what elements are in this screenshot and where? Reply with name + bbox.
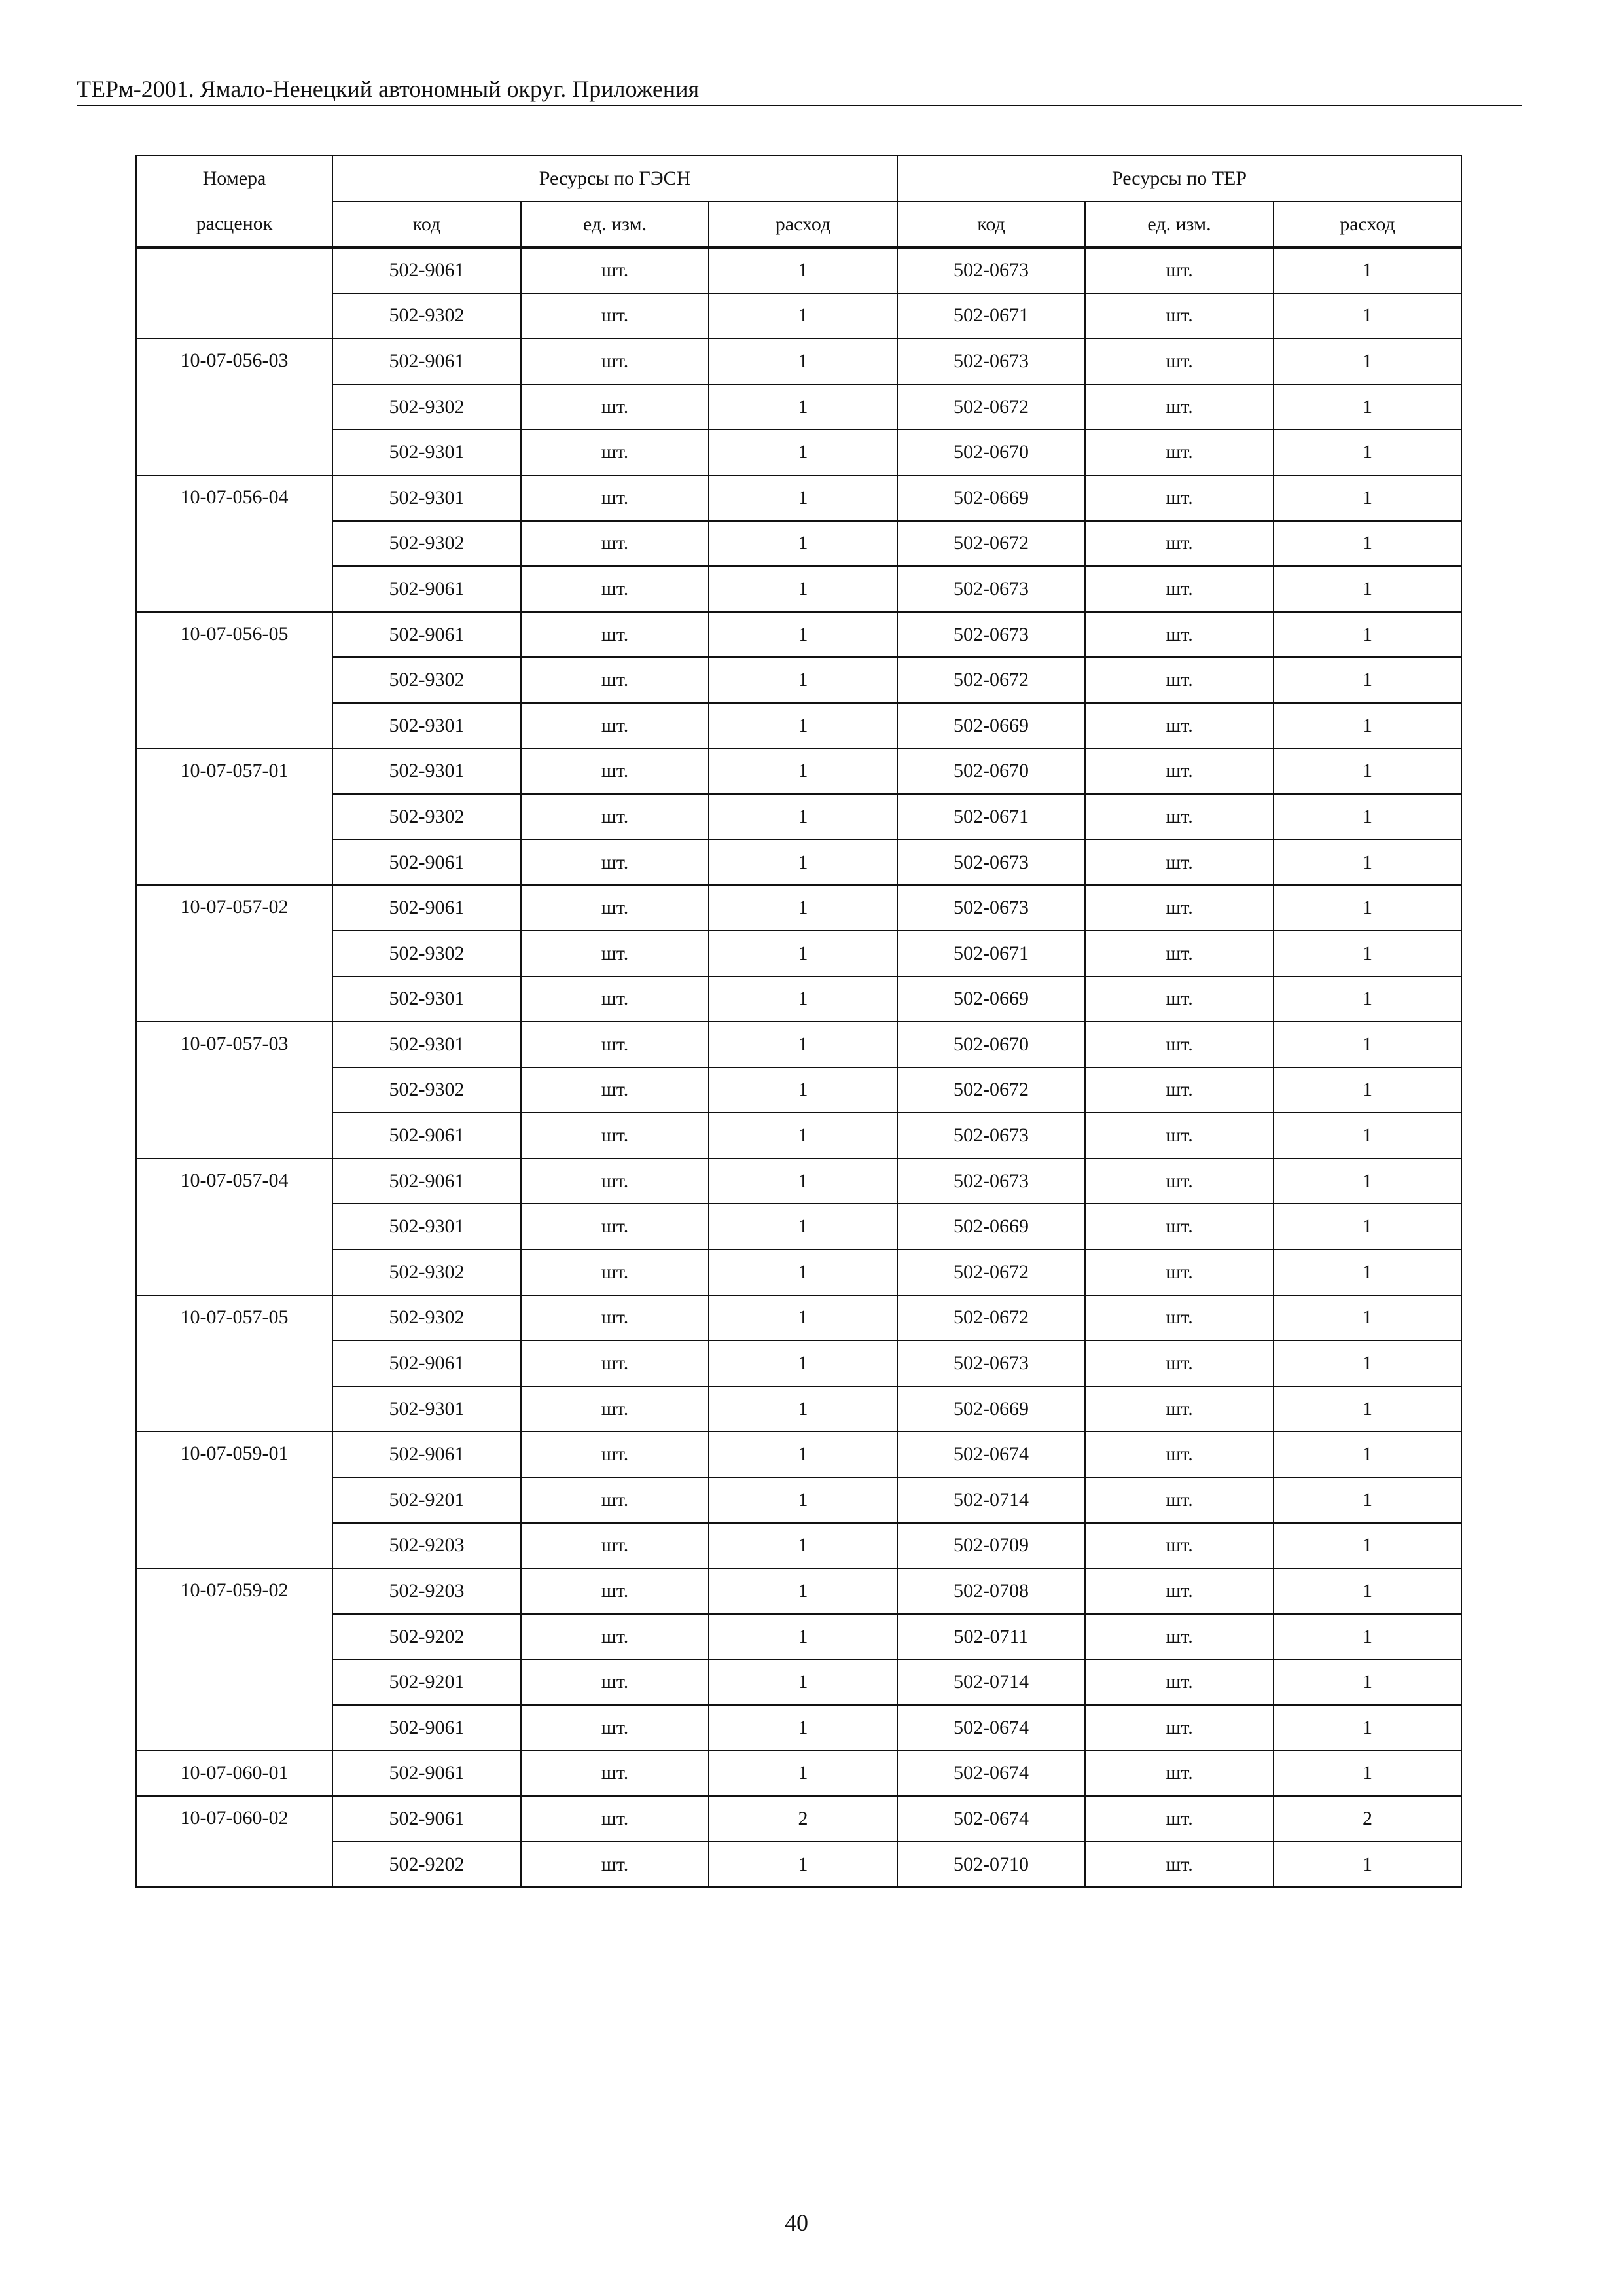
- gesn-qty-cell: 1: [709, 1204, 897, 1249]
- gesn-qty-cell: 2: [709, 1796, 897, 1842]
- gesn-qty-cell: 1: [709, 657, 897, 703]
- table-row: [136, 1340, 1461, 1386]
- gesn-code-cell: 502-9302: [332, 521, 521, 567]
- ter-code-cell: 502-0672: [897, 1249, 1085, 1295]
- ter-qty-cell: 1: [1274, 1113, 1461, 1158]
- gesn-unit-cell: шт.: [521, 338, 709, 384]
- ter-unit-cell: шт.: [1085, 1568, 1274, 1614]
- gesn-qty-cell: 1: [709, 840, 897, 886]
- ter-qty-cell: 1: [1274, 794, 1461, 840]
- ter-qty-cell: 1: [1274, 1067, 1461, 1113]
- gesn-qty-cell: 1: [709, 293, 897, 339]
- table-row: [136, 1431, 1461, 1477]
- ter-qty-cell: 1: [1274, 1751, 1461, 1797]
- table-row: [136, 1751, 1461, 1797]
- gesn-code-cell: 502-9061: [332, 1431, 521, 1477]
- table-row: [136, 1842, 1461, 1888]
- gesn-unit-cell: шт.: [521, 1796, 709, 1842]
- gesn-code-cell: 502-9061: [332, 247, 521, 293]
- ter-unit-cell: шт.: [1085, 1431, 1274, 1477]
- subheader-ter-unit: ед. изм.: [1085, 202, 1274, 247]
- ter-unit-cell: шт.: [1085, 885, 1274, 931]
- rate-number-cell: 10-07-057-04: [136, 1158, 332, 1295]
- gesn-qty-cell: 1: [709, 521, 897, 567]
- ter-unit-cell: шт.: [1085, 384, 1274, 430]
- ter-qty-cell: 2: [1274, 1796, 1461, 1842]
- gesn-code-cell: 502-9302: [332, 384, 521, 430]
- ter-code-cell: 502-0711: [897, 1614, 1085, 1660]
- gesn-code-cell: 502-9061: [332, 338, 521, 384]
- ter-code-cell: 502-0673: [897, 840, 1085, 886]
- ter-qty-cell: 1: [1274, 1568, 1461, 1614]
- gesn-unit-cell: шт.: [521, 247, 709, 293]
- gesn-unit-cell: шт.: [521, 475, 709, 521]
- rate-number-cell: 10-07-057-03: [136, 1022, 332, 1158]
- gesn-unit-cell: шт.: [521, 1113, 709, 1158]
- ter-code-cell: 502-0673: [897, 338, 1085, 384]
- gesn-code-cell: 502-9202: [332, 1842, 521, 1888]
- gesn-unit-cell: шт.: [521, 1523, 709, 1569]
- ter-code-cell: 502-0710: [897, 1842, 1085, 1888]
- gesn-unit-cell: шт.: [521, 977, 709, 1022]
- ter-qty-cell: 1: [1274, 1386, 1461, 1432]
- gesn-code-cell: 502-9301: [332, 703, 521, 749]
- gesn-qty-cell: 1: [709, 794, 897, 840]
- subheader-gesn-qty: расход: [709, 202, 897, 247]
- rate-number-cell: 10-07-059-01: [136, 1431, 332, 1568]
- ter-unit-cell: шт.: [1085, 1659, 1274, 1705]
- ter-code-cell: 502-0673: [897, 885, 1085, 931]
- rate-number-cell: [136, 247, 332, 338]
- ter-code-cell: 502-0714: [897, 1477, 1085, 1523]
- gesn-code-cell: 502-9301: [332, 1204, 521, 1249]
- ter-qty-cell: 1: [1274, 1523, 1461, 1569]
- page-number: 40: [785, 2210, 808, 2236]
- gesn-unit-cell: шт.: [521, 429, 709, 475]
- ter-qty-cell: 1: [1274, 1659, 1461, 1705]
- ter-qty-cell: 1: [1274, 1249, 1461, 1295]
- header-row-sub: [136, 202, 1461, 247]
- ter-code-cell: 502-0709: [897, 1523, 1085, 1569]
- table-header: [136, 156, 1461, 247]
- col-header-rate-numbers: [136, 156, 332, 247]
- gesn-code-cell: 502-9302: [332, 1249, 521, 1295]
- gesn-qty-cell: 1: [709, 1067, 897, 1113]
- gesn-qty-cell: 1: [709, 475, 897, 521]
- gesn-qty-cell: 1: [709, 977, 897, 1022]
- ter-unit-cell: шт.: [1085, 521, 1274, 567]
- table-row: [136, 1386, 1461, 1432]
- ter-qty-cell: 1: [1274, 566, 1461, 612]
- ter-code-cell: 502-0672: [897, 657, 1085, 703]
- ter-code-cell: 502-0669: [897, 703, 1085, 749]
- table-row: [136, 1659, 1461, 1705]
- ter-unit-cell: шт.: [1085, 794, 1274, 840]
- ter-qty-cell: 1: [1274, 293, 1461, 339]
- gesn-code-cell: 502-9061: [332, 1796, 521, 1842]
- ter-unit-cell: шт.: [1085, 1614, 1274, 1660]
- ter-code-cell: 502-0674: [897, 1431, 1085, 1477]
- ter-unit-cell: шт.: [1085, 1022, 1274, 1067]
- rate-number-cell: 10-07-056-04: [136, 475, 332, 612]
- ter-qty-cell: 1: [1274, 1614, 1461, 1660]
- gesn-code-cell: 502-9301: [332, 1022, 521, 1067]
- table-row: [136, 1705, 1461, 1751]
- ter-code-cell: 502-0673: [897, 247, 1085, 293]
- gesn-unit-cell: шт.: [521, 1249, 709, 1295]
- gesn-qty-cell: 1: [709, 1295, 897, 1341]
- table-row: [136, 885, 1461, 931]
- gesn-unit-cell: шт.: [521, 1751, 709, 1797]
- ter-unit-cell: шт.: [1085, 840, 1274, 886]
- ter-qty-cell: 1: [1274, 612, 1461, 658]
- ter-code-cell: 502-0669: [897, 1204, 1085, 1249]
- group-header-gesn: Ресурсы по ГЭСН: [332, 156, 897, 202]
- table-row: [136, 1204, 1461, 1249]
- gesn-code-cell: 502-9302: [332, 794, 521, 840]
- ter-qty-cell: 1: [1274, 657, 1461, 703]
- table-row: [136, 1568, 1461, 1614]
- group-header-ter: Ресурсы по ТЕР: [897, 156, 1461, 202]
- gesn-qty-cell: 1: [709, 566, 897, 612]
- gesn-unit-cell: шт.: [521, 1842, 709, 1888]
- gesn-qty-cell: 1: [709, 384, 897, 430]
- ter-code-cell: 502-0714: [897, 1659, 1085, 1705]
- ter-qty-cell: 1: [1274, 1431, 1461, 1477]
- ter-code-cell: 502-0674: [897, 1751, 1085, 1797]
- gesn-code-cell: 502-9301: [332, 475, 521, 521]
- gesn-code-cell: 502-9302: [332, 1295, 521, 1341]
- ter-qty-cell: 1: [1274, 931, 1461, 977]
- gesn-unit-cell: шт.: [521, 521, 709, 567]
- gesn-qty-cell: 1: [709, 1249, 897, 1295]
- gesn-unit-cell: шт.: [521, 1431, 709, 1477]
- ter-qty-cell: 1: [1274, 247, 1461, 293]
- gesn-unit-cell: шт.: [521, 1295, 709, 1341]
- ter-unit-cell: шт.: [1085, 657, 1274, 703]
- gesn-unit-cell: шт.: [521, 657, 709, 703]
- table-row: [136, 1067, 1461, 1113]
- rate-header-line2: расценок: [196, 212, 273, 234]
- rate-header-line1: Номера: [202, 168, 266, 190]
- gesn-code-cell: 502-9301: [332, 429, 521, 475]
- table-row: [136, 293, 1461, 339]
- gesn-qty-cell: 1: [709, 1431, 897, 1477]
- table-row: [136, 1158, 1461, 1204]
- ter-unit-cell: шт.: [1085, 703, 1274, 749]
- ter-qty-cell: 1: [1274, 1842, 1461, 1888]
- gesn-code-cell: 502-9061: [332, 566, 521, 612]
- gesn-qty-cell: 1: [709, 1705, 897, 1751]
- gesn-qty-cell: 1: [709, 1842, 897, 1888]
- ter-code-cell: 502-0673: [897, 566, 1085, 612]
- rate-number-cell: 10-07-057-02: [136, 885, 332, 1022]
- table-row: [136, 429, 1461, 475]
- gesn-code-cell: 502-9061: [332, 1705, 521, 1751]
- gesn-unit-cell: шт.: [521, 1340, 709, 1386]
- ter-code-cell: 502-0708: [897, 1568, 1085, 1614]
- subheader-gesn-unit: ед. изм.: [521, 202, 709, 247]
- table-body: [136, 247, 1461, 1887]
- subheader-ter-qty: расход: [1274, 202, 1461, 247]
- gesn-qty-cell: 1: [709, 703, 897, 749]
- ter-qty-cell: 1: [1274, 338, 1461, 384]
- ter-unit-cell: шт.: [1085, 293, 1274, 339]
- ter-unit-cell: шт.: [1085, 612, 1274, 658]
- gesn-unit-cell: шт.: [521, 1204, 709, 1249]
- table-row: [136, 521, 1461, 567]
- table-row: [136, 1796, 1461, 1842]
- rate-number-cell: 10-07-056-03: [136, 338, 332, 475]
- gesn-unit-cell: шт.: [521, 749, 709, 795]
- ter-code-cell: 502-0669: [897, 475, 1085, 521]
- gesn-qty-cell: 1: [709, 1477, 897, 1523]
- gesn-code-cell: 502-9302: [332, 293, 521, 339]
- gesn-code-cell: 502-9201: [332, 1477, 521, 1523]
- ter-unit-cell: шт.: [1085, 1249, 1274, 1295]
- ter-unit-cell: шт.: [1085, 1113, 1274, 1158]
- gesn-unit-cell: шт.: [521, 885, 709, 931]
- gesn-code-cell: 502-9301: [332, 749, 521, 795]
- table-row: [136, 338, 1461, 384]
- ter-unit-cell: шт.: [1085, 1751, 1274, 1797]
- rate-number-cell: 10-07-056-05: [136, 612, 332, 749]
- ter-unit-cell: шт.: [1085, 429, 1274, 475]
- gesn-qty-cell: 1: [709, 1568, 897, 1614]
- ter-qty-cell: 1: [1274, 429, 1461, 475]
- ter-code-cell: 502-0671: [897, 931, 1085, 977]
- gesn-code-cell: 502-9061: [332, 612, 521, 658]
- ter-unit-cell: шт.: [1085, 1295, 1274, 1341]
- running-head: ТЕРм-2001. Ямало-Ненецкий автономный округ. Приложения: [77, 76, 700, 102]
- gesn-qty-cell: 1: [709, 1022, 897, 1067]
- table-row: [136, 384, 1461, 430]
- ter-unit-cell: шт.: [1085, 338, 1274, 384]
- ter-code-cell: 502-0670: [897, 429, 1085, 475]
- gesn-qty-cell: 1: [709, 429, 897, 475]
- ter-qty-cell: 1: [1274, 749, 1461, 795]
- gesn-unit-cell: шт.: [521, 1386, 709, 1432]
- subheader-ter-code: код: [897, 202, 1085, 247]
- table-row: [136, 566, 1461, 612]
- ter-unit-cell: шт.: [1085, 1842, 1274, 1888]
- header-row-top: [136, 156, 1461, 202]
- gesn-qty-cell: 1: [709, 612, 897, 658]
- gesn-code-cell: 502-9203: [332, 1568, 521, 1614]
- ter-qty-cell: 1: [1274, 1705, 1461, 1751]
- table-row: [136, 840, 1461, 886]
- ter-code-cell: 502-0672: [897, 1295, 1085, 1341]
- gesn-code-cell: 502-9061: [332, 1340, 521, 1386]
- rate-number-cell: 10-07-059-02: [136, 1568, 332, 1750]
- gesn-unit-cell: шт.: [521, 840, 709, 886]
- gesn-qty-cell: 1: [709, 1523, 897, 1569]
- ter-qty-cell: 1: [1274, 1477, 1461, 1523]
- gesn-unit-cell: шт.: [521, 384, 709, 430]
- ter-unit-cell: шт.: [1085, 1067, 1274, 1113]
- gesn-unit-cell: шт.: [521, 1477, 709, 1523]
- ter-code-cell: 502-0671: [897, 293, 1085, 339]
- table-row: [136, 247, 1461, 293]
- gesn-qty-cell: 1: [709, 1614, 897, 1660]
- gesn-code-cell: 502-9302: [332, 657, 521, 703]
- rate-number-cell: 10-07-057-01: [136, 749, 332, 886]
- gesn-qty-cell: 1: [709, 1386, 897, 1432]
- ter-unit-cell: шт.: [1085, 749, 1274, 795]
- ter-unit-cell: шт.: [1085, 566, 1274, 612]
- gesn-code-cell: 502-9201: [332, 1659, 521, 1705]
- ter-code-cell: 502-0669: [897, 977, 1085, 1022]
- ter-unit-cell: шт.: [1085, 1796, 1274, 1842]
- gesn-code-cell: 502-9203: [332, 1523, 521, 1569]
- gesn-qty-cell: 1: [709, 338, 897, 384]
- table-row: [136, 749, 1461, 795]
- ter-code-cell: 502-0674: [897, 1796, 1085, 1842]
- ter-qty-cell: 1: [1274, 977, 1461, 1022]
- ter-unit-cell: шт.: [1085, 1477, 1274, 1523]
- ter-unit-cell: шт.: [1085, 977, 1274, 1022]
- gesn-unit-cell: шт.: [521, 1022, 709, 1067]
- gesn-code-cell: 502-9061: [332, 1113, 521, 1158]
- ter-unit-cell: шт.: [1085, 1204, 1274, 1249]
- gesn-qty-cell: 1: [709, 931, 897, 977]
- ter-code-cell: 502-0673: [897, 612, 1085, 658]
- gesn-qty-cell: 1: [709, 885, 897, 931]
- gesn-code-cell: 502-9202: [332, 1614, 521, 1660]
- table-row: [136, 657, 1461, 703]
- gesn-unit-cell: шт.: [521, 1158, 709, 1204]
- ter-qty-cell: 1: [1274, 840, 1461, 886]
- ter-unit-cell: шт.: [1085, 475, 1274, 521]
- ter-qty-cell: 1: [1274, 384, 1461, 430]
- table-row: [136, 977, 1461, 1022]
- ter-code-cell: 502-0674: [897, 1705, 1085, 1751]
- table-row: [136, 703, 1461, 749]
- ter-code-cell: 502-0672: [897, 384, 1085, 430]
- ter-code-cell: 502-0673: [897, 1340, 1085, 1386]
- gesn-qty-cell: 1: [709, 1751, 897, 1797]
- ter-qty-cell: 1: [1274, 1158, 1461, 1204]
- table-row: [136, 1022, 1461, 1067]
- table-row: [136, 1477, 1461, 1523]
- ter-unit-cell: шт.: [1085, 1705, 1274, 1751]
- table-row: [136, 1249, 1461, 1295]
- rate-number-cell: 10-07-057-05: [136, 1295, 332, 1432]
- table-row: [136, 931, 1461, 977]
- ter-code-cell: 502-0669: [897, 1386, 1085, 1432]
- gesn-unit-cell: шт.: [521, 794, 709, 840]
- ter-unit-cell: шт.: [1085, 1158, 1274, 1204]
- table-row: [136, 612, 1461, 658]
- gesn-unit-cell: шт.: [521, 1614, 709, 1660]
- table-row: [136, 1614, 1461, 1660]
- gesn-unit-cell: шт.: [521, 566, 709, 612]
- header-rule: [77, 105, 1522, 106]
- gesn-code-cell: 502-9061: [332, 885, 521, 931]
- gesn-code-cell: 502-9301: [332, 1386, 521, 1432]
- ter-code-cell: 502-0671: [897, 794, 1085, 840]
- table-row: [136, 1523, 1461, 1569]
- ter-code-cell: 502-0672: [897, 521, 1085, 567]
- table-row: [136, 475, 1461, 521]
- gesn-code-cell: 502-9301: [332, 977, 521, 1022]
- gesn-qty-cell: 1: [709, 1659, 897, 1705]
- ter-code-cell: 502-0673: [897, 1113, 1085, 1158]
- gesn-code-cell: 502-9302: [332, 931, 521, 977]
- ter-code-cell: 502-0670: [897, 1022, 1085, 1067]
- gesn-qty-cell: 1: [709, 247, 897, 293]
- table-row: [136, 1113, 1461, 1158]
- gesn-unit-cell: шт.: [521, 1705, 709, 1751]
- resources-table: [135, 155, 1462, 1888]
- ter-code-cell: 502-0670: [897, 749, 1085, 795]
- rate-number-cell: 10-07-060-01: [136, 1751, 332, 1797]
- table-row: [136, 794, 1461, 840]
- gesn-unit-cell: шт.: [521, 1659, 709, 1705]
- ter-code-cell: 502-0672: [897, 1067, 1085, 1113]
- gesn-code-cell: 502-9061: [332, 1158, 521, 1204]
- gesn-qty-cell: 1: [709, 1113, 897, 1158]
- ter-unit-cell: шт.: [1085, 1523, 1274, 1569]
- gesn-code-cell: 502-9302: [332, 1067, 521, 1113]
- ter-qty-cell: 1: [1274, 1022, 1461, 1067]
- gesn-unit-cell: шт.: [521, 703, 709, 749]
- ter-qty-cell: 1: [1274, 475, 1461, 521]
- gesn-qty-cell: 1: [709, 1340, 897, 1386]
- table-row: [136, 1295, 1461, 1341]
- subheader-gesn-code: код: [332, 202, 521, 247]
- ter-code-cell: 502-0673: [897, 1158, 1085, 1204]
- gesn-qty-cell: 1: [709, 749, 897, 795]
- ter-qty-cell: 1: [1274, 1204, 1461, 1249]
- gesn-unit-cell: шт.: [521, 293, 709, 339]
- gesn-code-cell: 502-9061: [332, 840, 521, 886]
- ter-unit-cell: шт.: [1085, 1386, 1274, 1432]
- ter-unit-cell: шт.: [1085, 931, 1274, 977]
- gesn-unit-cell: шт.: [521, 1568, 709, 1614]
- gesn-unit-cell: шт.: [521, 931, 709, 977]
- ter-qty-cell: 1: [1274, 703, 1461, 749]
- rate-number-cell: 10-07-060-02: [136, 1796, 332, 1887]
- ter-qty-cell: 1: [1274, 1340, 1461, 1386]
- ter-unit-cell: шт.: [1085, 247, 1274, 293]
- gesn-unit-cell: шт.: [521, 612, 709, 658]
- gesn-code-cell: 502-9061: [332, 1751, 521, 1797]
- ter-unit-cell: шт.: [1085, 1340, 1274, 1386]
- gesn-qty-cell: 1: [709, 1158, 897, 1204]
- ter-qty-cell: 1: [1274, 1295, 1461, 1341]
- gesn-unit-cell: шт.: [521, 1067, 709, 1113]
- ter-qty-cell: 1: [1274, 885, 1461, 931]
- ter-qty-cell: 1: [1274, 521, 1461, 567]
